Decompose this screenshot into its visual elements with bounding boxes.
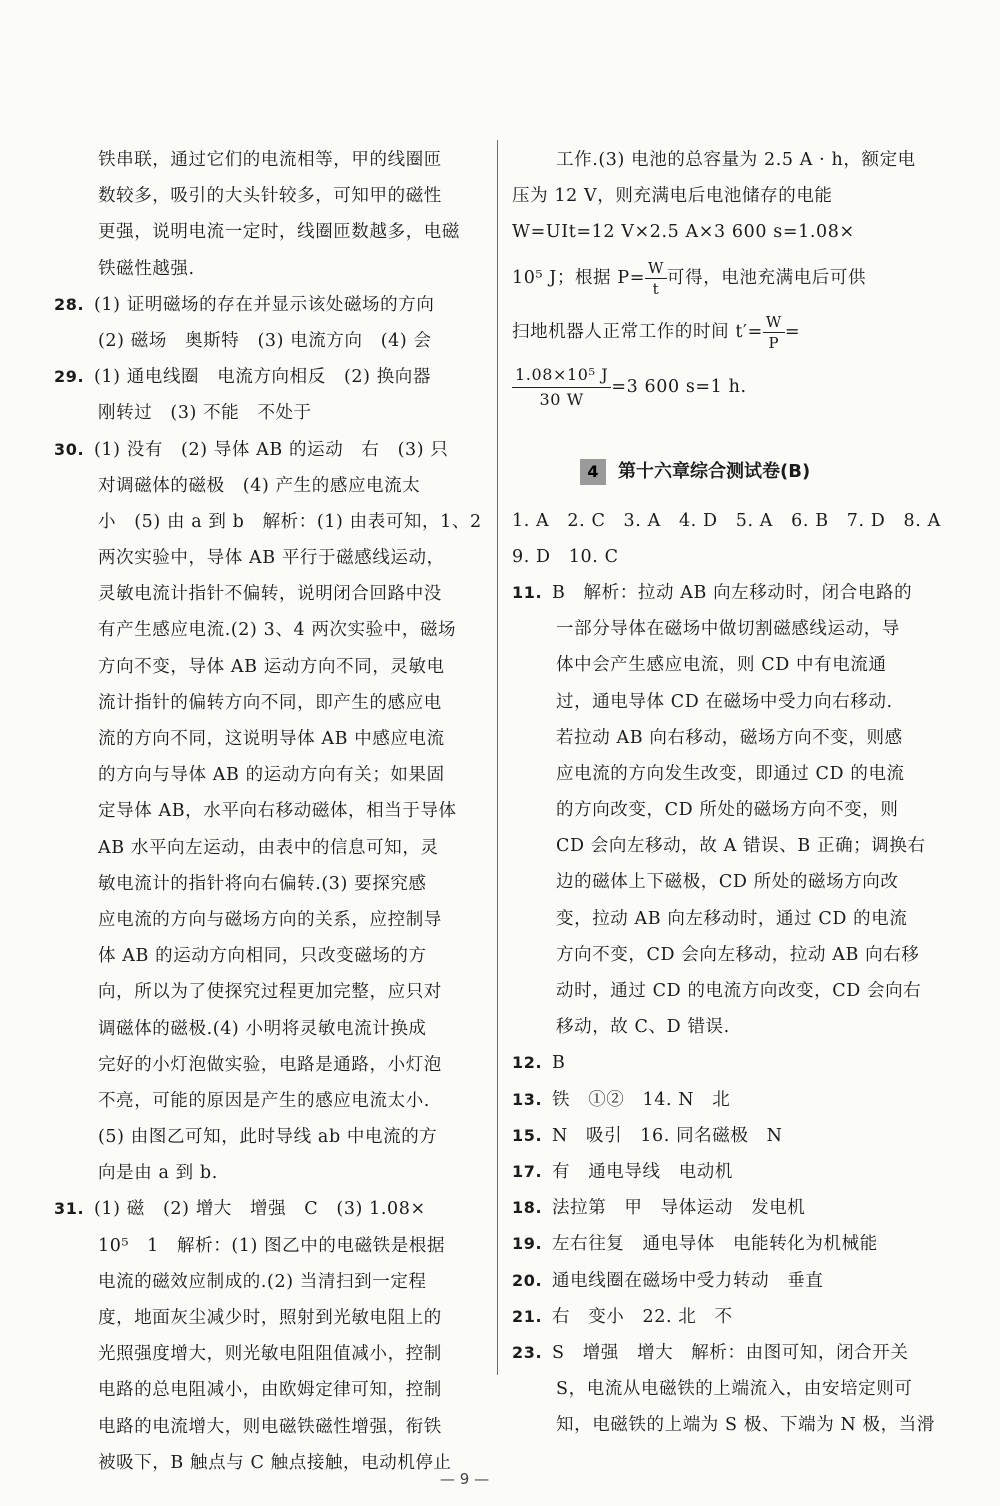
- question-number: 20.: [512, 1270, 543, 1290]
- text-line: [512, 901, 948, 937]
- line-text: CD 会向左移动，故 A 错误、B 正确；调换右: [556, 836, 926, 857]
- numerator: 1.08×10⁵ J: [512, 363, 611, 388]
- question-number: 13.: [512, 1089, 543, 1109]
- line-text: 定导体 AB，水平向右移动磁体，相当于导体: [98, 801, 457, 822]
- numerator: W: [763, 312, 785, 333]
- question-number: 15.: [512, 1125, 543, 1145]
- text-line: [512, 503, 948, 539]
- text-line: [54, 1191, 486, 1227]
- text-line: [54, 1228, 486, 1264]
- line-text: (1) 没有 (2) 导体 AB 的运动 右 (3) 只: [94, 439, 449, 460]
- text-line: 工作.(3) 电池的总容量为 2.5 A · h，额定电: [556, 150, 916, 170]
- question-number: 28.: [54, 294, 85, 314]
- text-line: [512, 1407, 948, 1443]
- section-title: 第十六章综合测试卷(B): [618, 460, 811, 482]
- line-text: 有 通电导线 电动机: [552, 1161, 733, 1182]
- line-text: 通电线圈在磁场中受力转动 垂直: [552, 1270, 824, 1291]
- text-line: [512, 720, 948, 756]
- text-line: [54, 468, 486, 504]
- line-text: 向是由 a 到 b.: [98, 1163, 218, 1184]
- line-text: 动时，通过 CD 的电流方向改变，CD 会向右: [556, 981, 922, 1001]
- section-heading: [512, 457, 948, 487]
- question-number: 30.: [54, 439, 85, 459]
- line-text: 电流的磁效应制成的.(2) 当清扫到一定程: [98, 1271, 427, 1292]
- text-line: [54, 1300, 486, 1336]
- formula-line: [512, 359, 948, 423]
- text-line: [512, 1009, 948, 1045]
- text-line: [512, 828, 948, 864]
- text-line: [512, 539, 948, 575]
- line-text: 不亮，可能的原因是产生的感应电流太小.: [98, 1090, 430, 1111]
- line-text: 被吸下，B 触点与 C 触点接触，电动机停止: [98, 1452, 452, 1473]
- line-text: 更强，说明电流一定时，线圈匝数越多，电磁: [98, 222, 460, 243]
- text-line: [512, 1154, 948, 1190]
- text-line: [512, 1335, 948, 1371]
- line-text: (1) 通电线圈 电流方向相反 (2) 换向器: [94, 367, 432, 388]
- text-line: [54, 757, 486, 793]
- text-line: [54, 1083, 486, 1119]
- line-text: 知，电磁铁的上端为 S 极、下端为 N 极，当滑: [556, 1415, 935, 1436]
- left-column: [54, 142, 486, 1481]
- answer-list: [512, 503, 948, 1444]
- text-fragment: 扫地机器人正常工作的时间 t′=: [512, 321, 763, 342]
- text-line: [54, 830, 486, 866]
- line-text: 体中会产生感应电流，则 CD 中有电流通: [556, 655, 887, 676]
- line-text: 法拉第 甲 导体运动 发电机: [552, 1198, 806, 1219]
- text-line: [512, 1190, 948, 1226]
- line-text: AB 水平向左运动，由表中的信息可知，灵: [98, 837, 439, 858]
- line-text: B 解析：拉动 AB 向左移动时，闭合电路的: [552, 582, 913, 603]
- line-text: 度，地面灰尘减少时，照射到光敏电阻上的: [98, 1308, 442, 1328]
- text-line: [54, 251, 486, 287]
- line-text: 体 AB 的运动方向相同，只改变磁场的方: [98, 946, 427, 967]
- line-text: 电路的电流增大，则电磁铁磁性增强，衔铁: [98, 1416, 442, 1437]
- text-line: [54, 1047, 486, 1083]
- text-line: [512, 1371, 948, 1407]
- text-line: [54, 1155, 486, 1191]
- line-text: 方向不变，CD 会向左移动，拉动 AB 向右移: [556, 944, 920, 965]
- text-line: [512, 792, 948, 828]
- question-number: 21.: [512, 1306, 543, 1326]
- line-text: 应电流的方向发生改变，即通过 CD 的电流: [556, 763, 905, 784]
- text-line: [54, 1445, 486, 1481]
- text-line: W=UIt=12 V×2.5 A×3 600 s=1.08×: [512, 222, 855, 243]
- text-line: [54, 214, 486, 250]
- text-line: [54, 902, 486, 938]
- page-number: — 9 —: [440, 1470, 490, 1488]
- question-number: 12.: [512, 1053, 543, 1073]
- question-number: 31.: [54, 1199, 85, 1219]
- text-line: [54, 721, 486, 757]
- line-text: B: [552, 1053, 566, 1074]
- text-fragment: =: [784, 321, 801, 342]
- text-line: [54, 612, 486, 648]
- line-text: 右 变小 22. 北 不: [552, 1306, 733, 1327]
- text-line: [54, 1119, 486, 1155]
- text-line: [54, 649, 486, 685]
- fraction: [645, 258, 667, 299]
- line-text: 1. A 2. C 3. A 4. D 5. A 6. B 7. D 8. A: [512, 510, 941, 531]
- line-text: 的方向改变，CD 所处的磁场方向不变，则: [556, 800, 899, 821]
- line-text: (5) 由图乙可知，此时导线 ab 中电流的方: [98, 1127, 438, 1148]
- line-text: 铁串联，通过它们的电流相等，甲的线圈匝: [98, 150, 442, 170]
- line-text: 过，通电导体 CD 在磁场中受力向右移动.: [556, 691, 893, 712]
- line-text: N 吸引 16. 同名磁极 N: [552, 1125, 783, 1146]
- line-text: 变，拉动 AB 向左移动时，通过 CD 的电流: [556, 908, 908, 929]
- section-number-badge: 4: [580, 459, 606, 485]
- line-text: 边的磁体上下磁极，CD 所处的磁场方向改: [556, 872, 899, 893]
- line-text: 铁磁性越强.: [98, 258, 195, 279]
- denominator: t: [652, 279, 660, 298]
- question-number: 18.: [512, 1198, 543, 1218]
- text-line: [54, 504, 486, 540]
- text-line: [54, 1011, 486, 1047]
- question-number: 19.: [512, 1234, 543, 1254]
- line-text: 流计指针的偏转方向不同，即产生的感应电: [98, 692, 442, 713]
- line-text: 完好的小灯泡做实验，电路是通路，小灯泡: [98, 1054, 442, 1075]
- text-line: [54, 974, 486, 1010]
- text-line: [512, 937, 948, 973]
- line-text: 左右往复 通电导体 电能转化为机械能: [552, 1234, 878, 1255]
- fraction: [763, 312, 785, 353]
- question-number: 11.: [512, 582, 543, 602]
- text-line: [54, 685, 486, 721]
- line-text: 向，所以为了使探究过程更加完整，应只对: [98, 982, 442, 1003]
- line-text: 数较多，吸引的大头针较多，可知甲的磁性: [98, 186, 442, 207]
- line-text: 两次实验中，导体 AB 平行于磁感线运动，: [98, 548, 445, 569]
- text-line: [512, 1263, 948, 1299]
- line-text: 对调磁体的磁极 (4) 产生的感应电流太: [98, 475, 421, 496]
- text-line: [54, 1372, 486, 1408]
- text-line: [54, 395, 486, 431]
- text-line: [54, 1264, 486, 1300]
- text-line: 压为 12 V，则充满电后电池储存的电能: [512, 186, 833, 207]
- line-text: 有产生感应电流.(2) 3、4 两次实验中，磁场: [98, 620, 457, 641]
- line-text: 敏电流计的指针将向右偏转.(3) 要探究感: [98, 873, 427, 894]
- text-fragment: =3 600 s=1 h.: [611, 376, 747, 397]
- text-line: [54, 938, 486, 974]
- formula-line: [512, 251, 948, 305]
- text-line: [512, 864, 948, 900]
- line-text: 灵敏电流计指针不偏转，说明闭合回路中没: [98, 584, 442, 605]
- line-text: 移动，故 C、D 错误.: [556, 1017, 730, 1038]
- text-line: [54, 540, 486, 576]
- question-number: 29.: [54, 367, 85, 387]
- line-text: 10⁵ 1 解析：(1) 图乙中的电磁铁是根据: [98, 1235, 446, 1256]
- text-line: [512, 1226, 948, 1262]
- text-line: [54, 323, 486, 359]
- line-text: S，电流从电磁铁的上端流入，由安培定则可: [556, 1379, 913, 1400]
- line-text: 铁 ①② 14. N 北: [552, 1089, 731, 1110]
- text-line: [512, 575, 948, 611]
- text-line: [512, 647, 948, 683]
- formula-line: [512, 305, 948, 359]
- text-line: [512, 684, 948, 720]
- right-column: [512, 142, 948, 1443]
- line-text: 的方向与导体 AB 的运动方向有关；如果固: [98, 765, 445, 786]
- line-text: 电路的总电阻减小，由欧姆定律可知，控制: [98, 1380, 442, 1401]
- text-fragment: 可得，电池充满电后可供: [667, 267, 867, 288]
- denominator: P: [768, 333, 780, 352]
- line-text: 刚转过 (3) 不能 不处于: [98, 403, 312, 424]
- text-line: [512, 973, 948, 1009]
- line-text: 若拉动 AB 向右移动，磁场方向不变，则感: [556, 727, 903, 748]
- line-text: S 增强 增大 解析：由图可知，闭合开关: [552, 1342, 909, 1363]
- text-line: [512, 1118, 948, 1154]
- line-text: (2) 磁场 奥斯特 (3) 电流方向 (4) 会: [98, 330, 432, 351]
- text-line: [54, 142, 486, 178]
- fraction: [512, 363, 611, 412]
- text-line: [512, 1082, 948, 1118]
- line-text: 一部分导体在磁场中做切割磁感线运动，导: [556, 619, 900, 640]
- text-line: [54, 866, 486, 902]
- line-text: 应电流的方向与磁场方向的关系，应控制导: [98, 909, 442, 930]
- line-text: 光照强度增大，则光敏电阻阻值减小，控制: [98, 1344, 442, 1365]
- column-divider: [497, 140, 498, 1375]
- text-line: [512, 1045, 948, 1081]
- line-text: 调磁体的磁极.(4) 小明将灵敏电流计换成: [98, 1018, 427, 1039]
- line-text: 方向不变，导体 AB 运动方向不同，灵敏电: [98, 656, 445, 677]
- question-number: 17.: [512, 1161, 543, 1181]
- line-text: 小 (5) 由 a 到 b 解析：(1) 由表可知，1、2: [98, 511, 482, 532]
- line-text: 9. D 10. C: [512, 546, 619, 567]
- text-fragment: 10⁵ J；根据 P=: [512, 267, 645, 288]
- text-line: [54, 359, 486, 395]
- text-line: [512, 611, 948, 647]
- line-text: (1) 证明磁场的存在并显示该处磁场的方向: [94, 294, 435, 315]
- line-text: (1) 磁 (2) 增大 增强 C (3) 1.08×: [94, 1199, 426, 1220]
- text-line: [54, 178, 486, 214]
- text-line: [54, 1409, 486, 1445]
- text-line: [512, 1299, 948, 1335]
- denominator: 30 W: [539, 389, 584, 409]
- text-line: [54, 287, 486, 323]
- line-text: 流的方向不同，这说明导体 AB 中感应电流: [98, 729, 445, 749]
- question-number: 23.: [512, 1342, 543, 1362]
- text-line: [54, 432, 486, 468]
- text-line: [54, 576, 486, 612]
- text-line: [54, 793, 486, 829]
- text-line: [512, 756, 948, 792]
- numerator: W: [645, 258, 667, 279]
- text-line: [54, 1336, 486, 1372]
